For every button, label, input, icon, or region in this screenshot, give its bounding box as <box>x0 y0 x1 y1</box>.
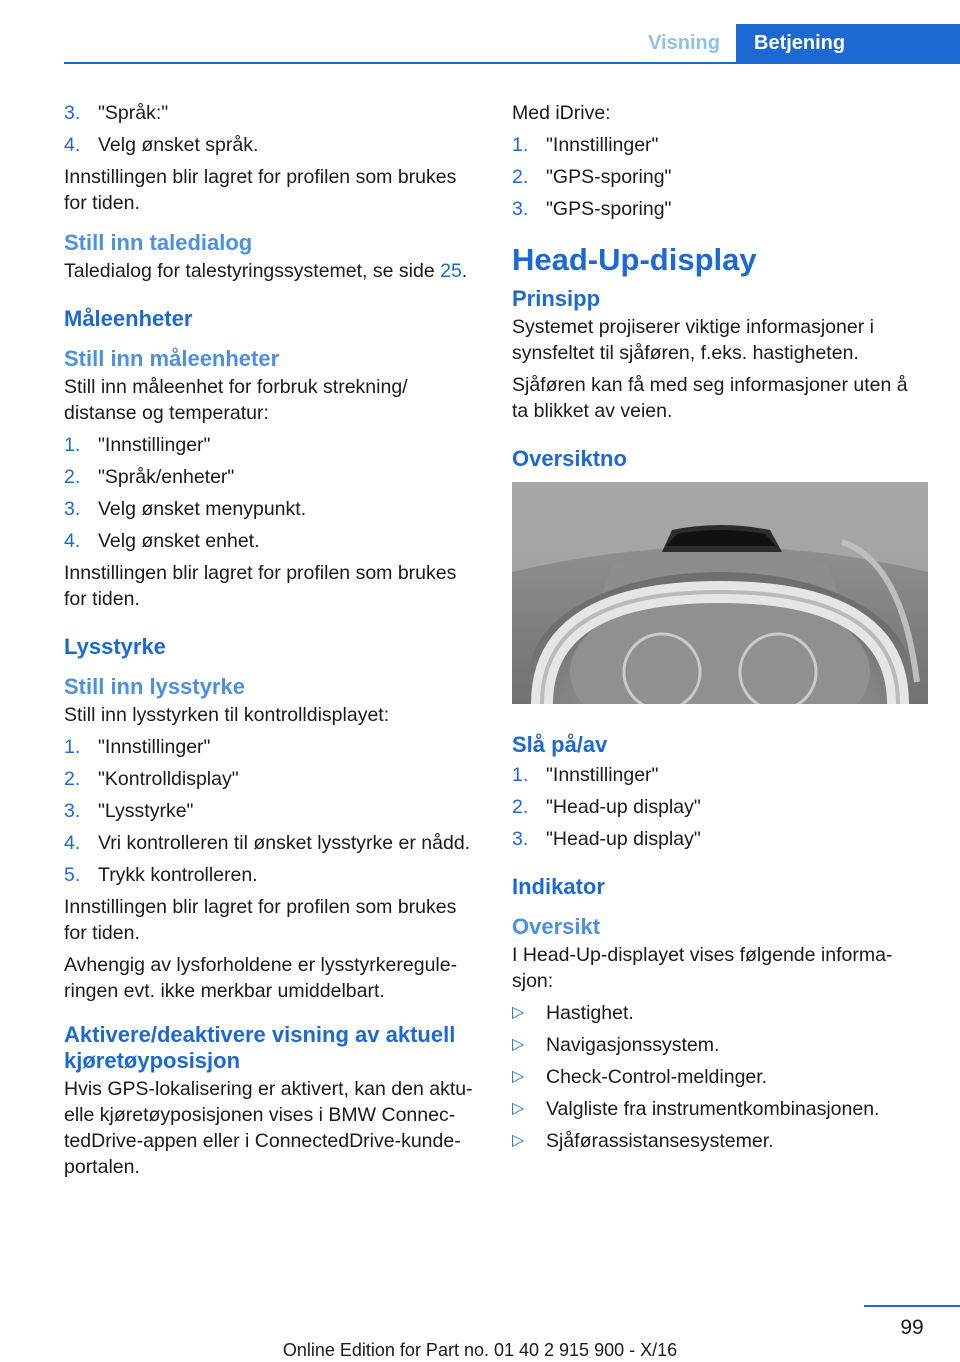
heading-still-inn-maleenheter: Still inn måleenheter <box>64 346 280 371</box>
list-item: ▷ Navigasjonssystem. <box>512 1034 720 1056</box>
list-item: 1. "Innstillinger" <box>64 736 211 758</box>
heading-indikator: Indikator <box>512 874 605 899</box>
list-item: 2. "Kontrolldisplay" <box>64 768 239 790</box>
paragraph-brightness-note: Avhengig av lysforholdene er lysstyrkeregule‐ ringen evt. ikke merkbar umiddelbart. <box>64 954 458 1002</box>
list-item: 2. "Head-up display" <box>512 796 701 818</box>
steps-gps <box>512 132 928 222</box>
list-item: 2. "Språk/enheter" <box>64 466 235 488</box>
footer-rule <box>864 1305 960 1307</box>
list-item: ▷ Sjåførassistansesystemer. <box>512 1130 774 1152</box>
triangle-bullet-icon: ▷ <box>512 1004 525 1021</box>
page-number: 99 <box>900 1316 924 1339</box>
list-item: 4. Velg ønsket enhet. <box>64 530 260 552</box>
list-item: 5. Trykk kontrolleren. <box>64 864 258 886</box>
paragraph-profile-note: Innstillingen blir lagret for profilen som brukes for tiden. <box>64 562 457 610</box>
list-item: ▷ Check-Control-meldinger. <box>512 1066 768 1088</box>
paragraph-profile-note: Innstillingen blir lagret for profilen som brukes for tiden. <box>64 896 457 944</box>
list-item: 4. Vri kontrolleren til ønsket lysstyrke er nådd. <box>64 832 471 854</box>
page-header <box>0 0 960 64</box>
steps-brightness <box>64 734 480 888</box>
heading-head-up-display: Head-Up-display <box>512 242 757 277</box>
tab-betjening[interactable]: Betjening <box>736 24 960 62</box>
paragraph-prinsipp-1: Systemet projiserer viktige informasjoner i synsfeltet til sjåføren, f.eks. hastigheten. <box>512 316 874 364</box>
steps-units <box>64 432 480 554</box>
list-item: 4. Velg ønsket språk. <box>64 134 259 156</box>
heading-still-inn-taledialog: Still inn taledialog <box>64 230 253 255</box>
heading-still-inn-lysstyrke: Still inn lysstyrke <box>64 674 245 699</box>
list-item: 1. "Innstillinger" <box>512 134 659 156</box>
footer-edition: Online Edition for Part no. 01 40 2 915 900 - X/16 <box>282 1340 678 1360</box>
triangle-bullet-icon: ▷ <box>512 1068 525 1085</box>
paragraph-prinsipp-2: Sjåføren kan få med seg informasjoner uten å ta blikket av veien. <box>512 374 908 422</box>
triangle-bullet-icon: ▷ <box>512 1036 525 1053</box>
triangle-bullet-icon: ▷ <box>512 1132 525 1149</box>
paragraph-taledialog: Taledialog for talestyringssystemet, se side 25. <box>64 260 468 282</box>
heading-lysstyrke: Lysstyrke <box>64 634 166 659</box>
tab-visning[interactable]: Visning <box>648 32 720 54</box>
heading-prinsipp: Prinsipp <box>512 286 601 311</box>
list-item: 3. Velg ønsket menypunkt. <box>64 498 307 520</box>
list-item: 2. "GPS-sporing" <box>512 166 672 188</box>
heading-sla-pa-av: Slå på/av <box>512 732 608 757</box>
list-item: 1. "Innstillinger" <box>512 764 659 786</box>
paragraph-maleenheter: Still inn måleenhet for forbruk strekning/ distanse og temperatur: <box>64 376 408 424</box>
page-link[interactable]: 25 <box>440 260 462 282</box>
head-up-display-illustration <box>512 482 928 704</box>
right-column <box>512 100 928 1160</box>
bullet-list-hud-info <box>512 1000 928 1154</box>
header-rule <box>64 62 960 64</box>
list-item: 3. "GPS-sporing" <box>512 198 672 220</box>
paragraph-idrive: Med iDrive: <box>512 102 611 124</box>
heading-maleenheter: Måleenheter <box>64 306 193 331</box>
list-item: 1. "Innstillinger" <box>64 434 211 456</box>
paragraph-profile-note: Innstillingen blir lagret for profilen som brukes for tiden. <box>64 166 457 214</box>
heading-oversikt: Oversikt <box>512 914 601 939</box>
left-column <box>64 100 480 1186</box>
list-item: ▷ Hastighet. <box>512 1002 634 1024</box>
paragraph-lysstyrke: Still inn lysstyrken til kontrolldisplayet: <box>64 704 390 726</box>
heading-aktivere-deaktivere: Aktivere/deaktivere visning av aktuell kjøretøyposisjon <box>64 1022 456 1073</box>
steps-hud-toggle <box>512 762 928 852</box>
list-item: 3. "Språk:" <box>64 102 169 124</box>
list-item: ▷ Valgliste fra instrumentkombinasjonen. <box>512 1098 880 1120</box>
paragraph-oversikt: I Head-Up-displayet vises følgende informa‐ sjon: <box>512 944 893 992</box>
heading-oversiktno: Oversiktno <box>512 446 627 471</box>
paragraph-gps: Hvis GPS-lokalisering er aktivert, kan den aktu‐ elle kjøretøyposisjonen vises i BMW Connec‐ tedDrive-appen eller i ConnectedDrive-kunde‐ portalen. <box>64 1078 473 1178</box>
list-item: 3. "Lysstyrke" <box>64 800 194 822</box>
steps-language <box>64 100 480 158</box>
list-item: 3. "Head-up display" <box>512 828 701 850</box>
triangle-bullet-icon: ▷ <box>512 1100 525 1117</box>
